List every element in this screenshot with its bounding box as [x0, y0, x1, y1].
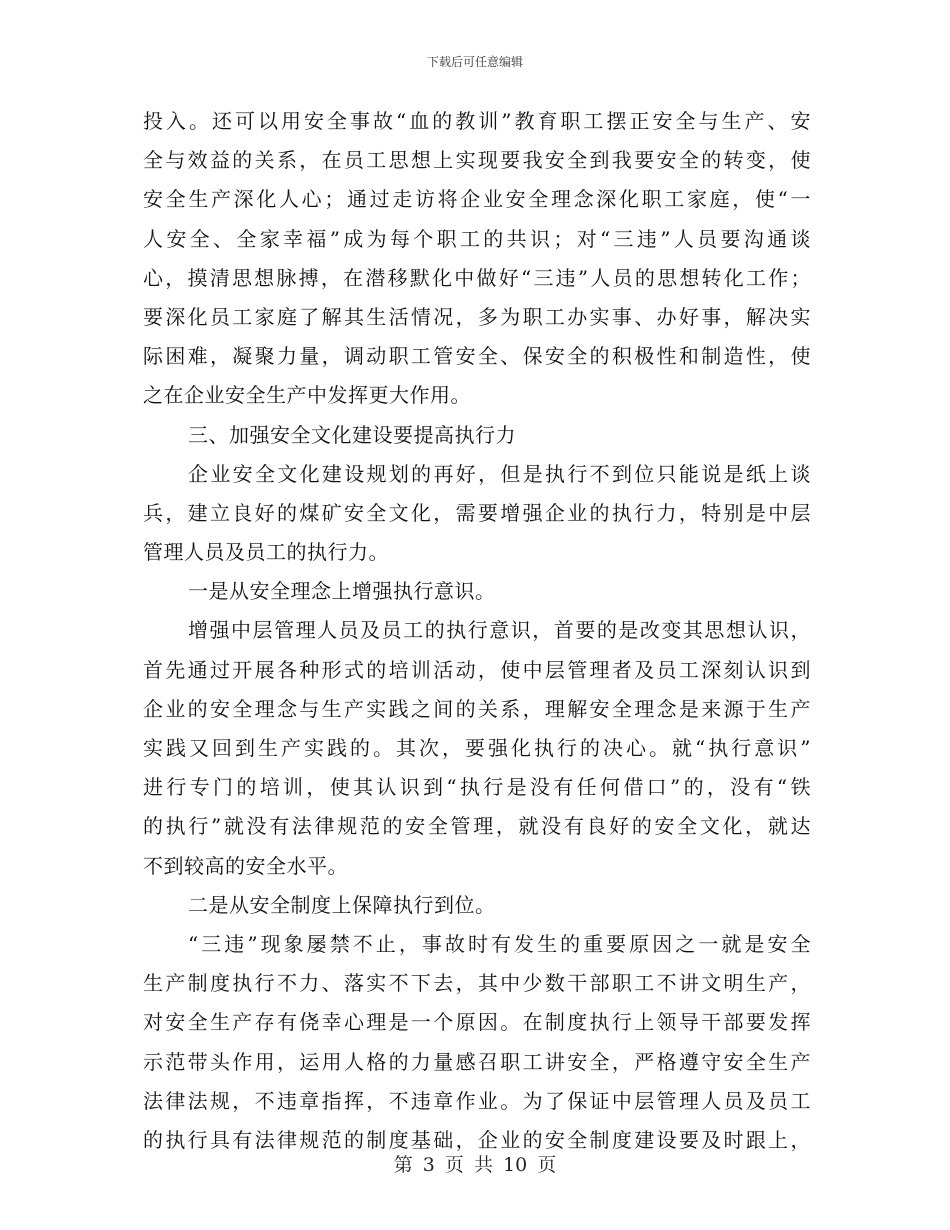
paragraph: [143, 611, 811, 885]
page-header: 下载后可任意编辑: [426, 55, 523, 69]
text-line: 企业的安全理念与生产实践之间的关系，理解安全理念是来源于生产: [143, 696, 811, 721]
paragraph: [143, 102, 811, 416]
subheading-line: 一是从安全理念上增强执行意识。: [188, 579, 496, 604]
text-line: 法律法规，不违章指挥，不违章作业。为了保证中层管理人员及员工: [143, 1088, 811, 1113]
text-line: 要深化员工家庭了解其生活情况，多为职工办实事、办好事，解决实: [143, 304, 811, 329]
text-line: 不到较高的安全水平。: [143, 853, 348, 878]
text-line: 管理人员及员工的执行力。: [143, 540, 389, 565]
text-line: 的执行”就没有法律规范的安全管理，就没有良好的安全文化，就达: [143, 814, 811, 839]
text-line: 安全生产深化人心；通过走访将企业安全理念深化职工家庭，使“一: [143, 187, 811, 212]
text-line: 之在企业安全生产中发挥更大作用。: [143, 383, 471, 408]
page-number: 第 3 页 共 10 页: [393, 1154, 557, 1176]
text-line: 实践又回到生产实践的。其次，要强化执行的决心。就“执行意识”: [143, 736, 811, 760]
text-line: 进行专门的培训，使其认识到“执行是没有任何借口”的，没有“铁: [143, 775, 811, 800]
document-body: [143, 102, 811, 1160]
subheading-line: 二是从安全制度上保障执行到位。: [188, 892, 496, 917]
heading-line: 三、加强安全文化建设要提高执行力: [188, 422, 516, 447]
text-line: 人安全、全家幸福”成为每个职工的共识；对“三违”人员要沟通谈: [143, 226, 811, 251]
text-line: 的执行具有法律规范的制度基础，企业的安全制度建设要及时跟上，: [143, 1127, 811, 1152]
subheading: [143, 886, 811, 925]
subheading: [143, 572, 811, 611]
text-line: 增强中层管理人员及员工的执行意识，首要的是改变其思想认识，: [188, 618, 811, 643]
text-line: 示范带头作用，运用人格的力量感召职工讲安全，严格遵守安全生产: [143, 1049, 811, 1074]
paragraph: [143, 925, 811, 1160]
text-line: “三违”现象屡禁不止，事故时有发生的重要原因之一就是安全: [188, 931, 811, 956]
text-line: 首先通过开展各种形式的培训活动，使中层管理者及员工深刻认识到: [143, 657, 811, 682]
text-line: 兵，建立良好的煤矿安全文化，需要增强企业的执行力，特别是中层: [143, 500, 811, 525]
paragraph: [143, 455, 811, 573]
text-line: 投入。还可以用安全事故“血的教训”教育职工摆正安全与生产、安: [143, 109, 811, 133]
text-line: 全与效益的关系，在员工思想上实现要我安全到我要安全的转变，使: [143, 148, 811, 173]
section-heading: [143, 416, 811, 455]
text-line: 际困难，凝聚力量，调动职工管安全、保安全的积极性和制造性，使: [143, 344, 811, 369]
text-line: 对安全生产存有侥幸心理是一个原因。在制度执行上领导干部要发挥: [143, 1010, 811, 1035]
text-line: 心，摸清思想脉搏，在潜移默化中做好“三违”人员的思想转化工作；: [143, 265, 811, 290]
text-line: 企业安全文化建设规划的再好，但是执行不到位只能说是纸上谈: [188, 461, 811, 486]
text-line: 生产制度执行不力、落实不下去，其中少数干部职工不讲文明生产，: [143, 971, 811, 996]
